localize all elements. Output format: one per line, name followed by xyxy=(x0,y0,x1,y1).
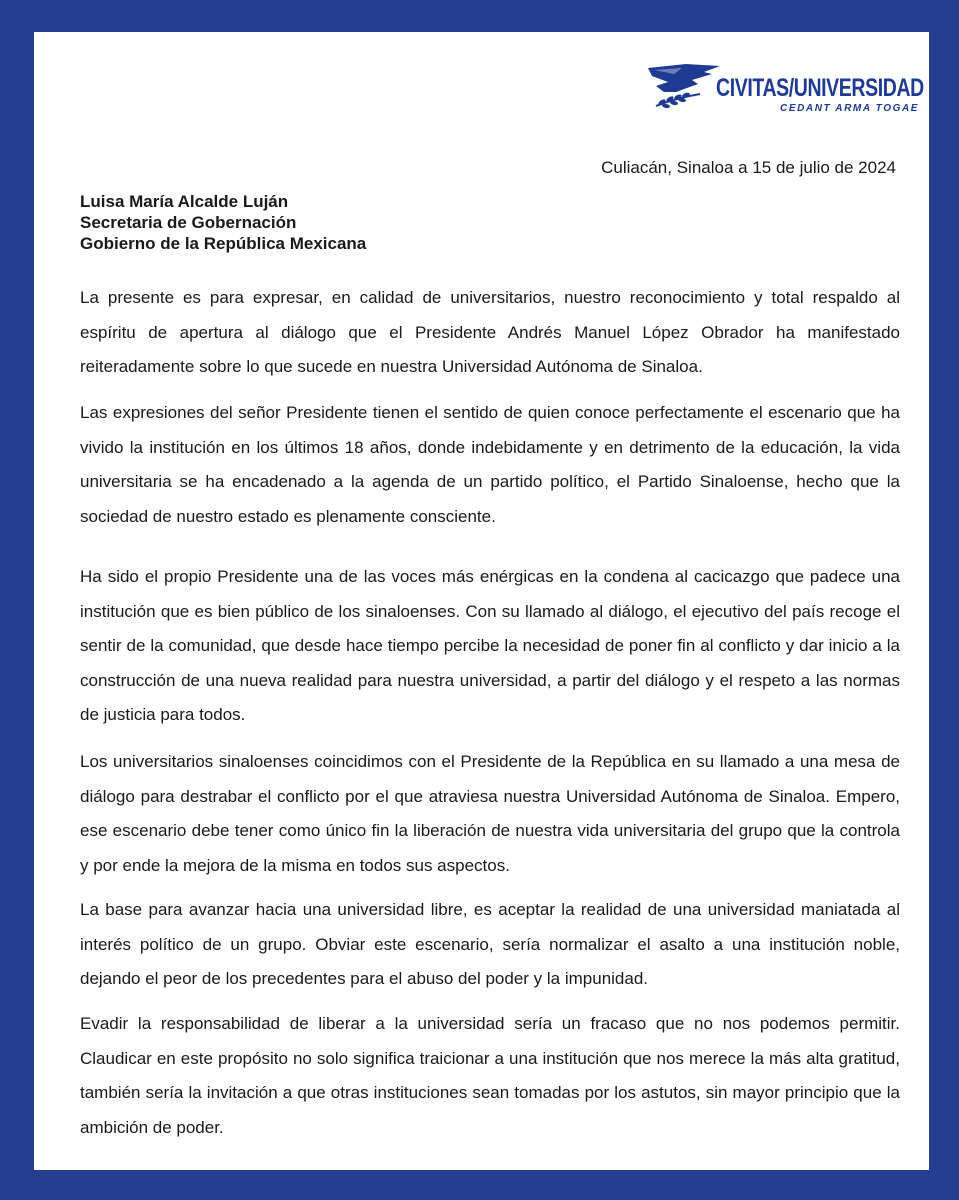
body-paragraph-3: Ha sido el propio Presidente una de las voces más enérgicas en la condena al cacicazgo que padece una institución que es bien público de los sinaloenses. Con su llamado al diálogo, el ejecutivo del país recoge el sentir de la comunidad, que desde hace tiempo percibe la necesidad de poner fin al conflicto y dar inicio a la construcción de una nueva realidad para nuestra universidad, a partir del diálogo y el respeto a las normas de justicia para todos. xyxy=(80,567,900,724)
letter-date: Culiacán, Sinaloa a 15 de julio de 2024 xyxy=(601,158,896,177)
body-paragraph-1: La presente es para expresar, en calidad de universitarios, nuestro reconocimiento y total respaldo al espíritu de apertura al diálogo que el Presidente Andrés Manuel López Obrador ha manifestado reiteradamente sobre lo que sucede en nuestra Universidad Autónoma de Sinaloa. xyxy=(80,288,900,376)
logo-name: CIVITAS/UNIVERSIDAD xyxy=(716,74,924,102)
addressee-position: Secretaria de Gobernación xyxy=(80,213,297,232)
eagle-laurel-icon xyxy=(646,62,724,112)
addressee-name: Luisa María Alcalde Luján xyxy=(80,192,289,211)
body-paragraph-6: Evadir la responsabilidad de liberar a la universidad sería un fracaso que no nos podemos permitir. Claudicar en este propósito no solo significa traicionar a una institución que nos merece la más alta gratitud, también sería la invitación a que otras instituciones sean tomadas por los astutos, sin mayor principio que la ambición de poder. xyxy=(80,1014,900,1137)
logo-motto: CEDANT ARMA TOGAE xyxy=(780,103,920,114)
civitas-logo xyxy=(646,60,924,120)
body-paragraph-2: Las expresiones del señor Presidente tienen el sentido de quien conoce perfectamente el escenario que ha vivido la institución en los últimos 18 años, donde indebidamente y en detrimento de la educación, la vida universitaria se ha encadenado a la agenda de un partido político, el Partido Sinaloense, hecho que la sociedad de nuestro estado es plenamente consciente. xyxy=(80,403,900,526)
body-paragraph-4: Los universitarios sinaloenses coincidimos con el Presidente de la República en su llamado a una mesa de diálogo para destrabar el conflicto por el que atraviesa nuestra Universidad Autónoma de Sinaloa. Empero, ese escenario debe tener como único fin la liberación de nuestra vida universitaria del grupo que la controla y por ende la mejora de la misma en todos sus aspectos. xyxy=(80,752,900,875)
addressee-organization: Gobierno de la República Mexicana xyxy=(80,234,367,253)
addressee-block xyxy=(80,191,880,254)
body-paragraph-5: La base para avanzar hacia una universidad libre, es aceptar la realidad de una universidad maniatada al interés político de un grupo. Obviar este escenario, sería normalizar el asalto a una institución noble, dejando el peor de los precedentes para el abuso del poder y la impunidad. xyxy=(80,900,900,988)
letter-page xyxy=(34,32,929,1170)
